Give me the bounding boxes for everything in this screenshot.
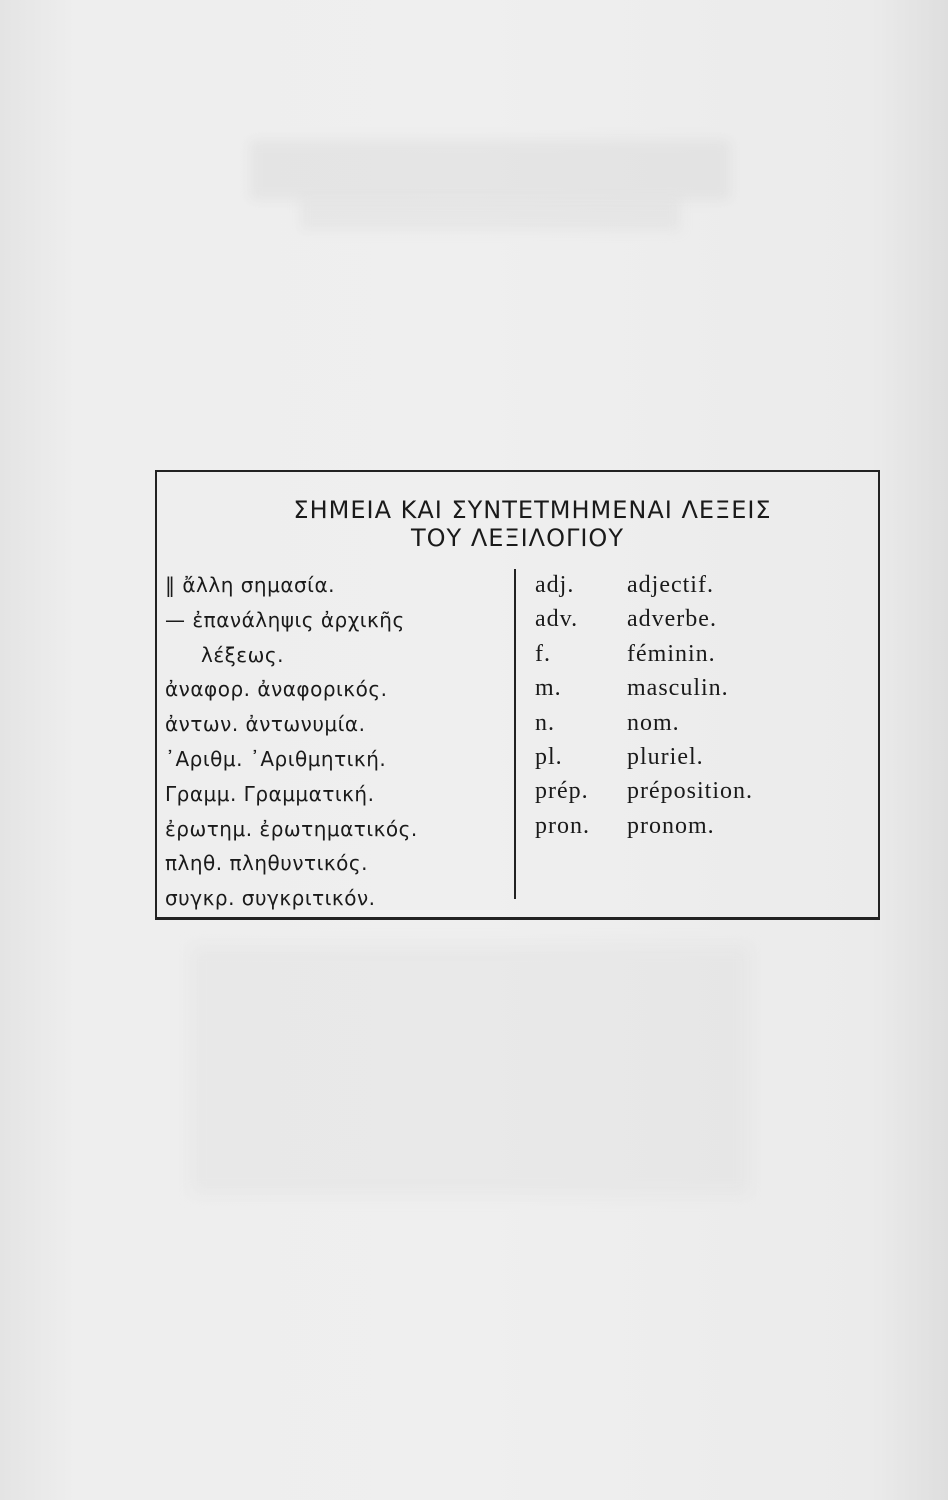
french-abbr: pl. bbox=[535, 744, 563, 771]
french-meaning-column bbox=[627, 568, 753, 843]
french-abbr: f. bbox=[535, 640, 551, 667]
bleed-through-shadow bbox=[250, 140, 730, 200]
greek-entry: ἀναφορ. ἀναφορικός. bbox=[165, 677, 388, 702]
french-meaning: masculin. bbox=[627, 675, 729, 702]
french-abbr: adj. bbox=[535, 572, 575, 598]
greek-entry: ᾿Αριθμ. ᾿Αριθμητική. bbox=[165, 746, 387, 771]
french-abbr: prép. bbox=[535, 778, 589, 805]
heading-line-1: ΣΗΜΕΙΑ ΚΑΙ ΣΥΝΤΕΤΜΗΜΕΝΑΙ ΛΕΞΕΙΣ bbox=[293, 496, 772, 524]
french-meaning: nom. bbox=[627, 709, 680, 736]
abbreviations-box bbox=[155, 470, 880, 920]
greek-entry: λέξεως. bbox=[201, 642, 284, 667]
french-meaning: pluriel. bbox=[627, 744, 704, 771]
french-abbr: n. bbox=[535, 709, 555, 736]
french-abbr: m. bbox=[535, 675, 562, 702]
greek-abbreviation-list bbox=[165, 568, 418, 916]
greek-entry: συγκρ. συγκριτικόν. bbox=[165, 886, 376, 911]
french-meaning: pronom. bbox=[627, 812, 715, 839]
bleed-through-shadow bbox=[190, 945, 750, 1195]
greek-entry: Γραμμ. Γραμματική. bbox=[165, 781, 375, 806]
greek-entry: ἀντων. ἀντωνυμία. bbox=[165, 712, 366, 737]
french-abbr: pron. bbox=[535, 812, 590, 839]
greek-entry: πληθ. πληθυντικός. bbox=[165, 851, 368, 876]
greek-entry: ‖ ἄλλη σημασία. bbox=[165, 573, 335, 597]
french-meaning: adjectif. bbox=[627, 572, 714, 598]
french-abbreviation-column bbox=[535, 568, 590, 843]
french-abbr: adv. bbox=[535, 606, 579, 633]
greek-entry: — ἐπανάληψις ἀρχικῆς bbox=[165, 607, 405, 632]
french-meaning: féminin. bbox=[627, 640, 716, 667]
heading-line-2: ΤΟΥ ΛΕΞΙΛΟΓΙΟΥ bbox=[411, 524, 624, 552]
bleed-through-shadow bbox=[300, 200, 680, 230]
column-divider bbox=[514, 569, 516, 899]
french-meaning: préposition. bbox=[627, 778, 753, 805]
french-meaning: adverbe. bbox=[627, 606, 717, 633]
greek-entry: ἐρωτημ. ἐρωτηματικός. bbox=[165, 816, 418, 841]
